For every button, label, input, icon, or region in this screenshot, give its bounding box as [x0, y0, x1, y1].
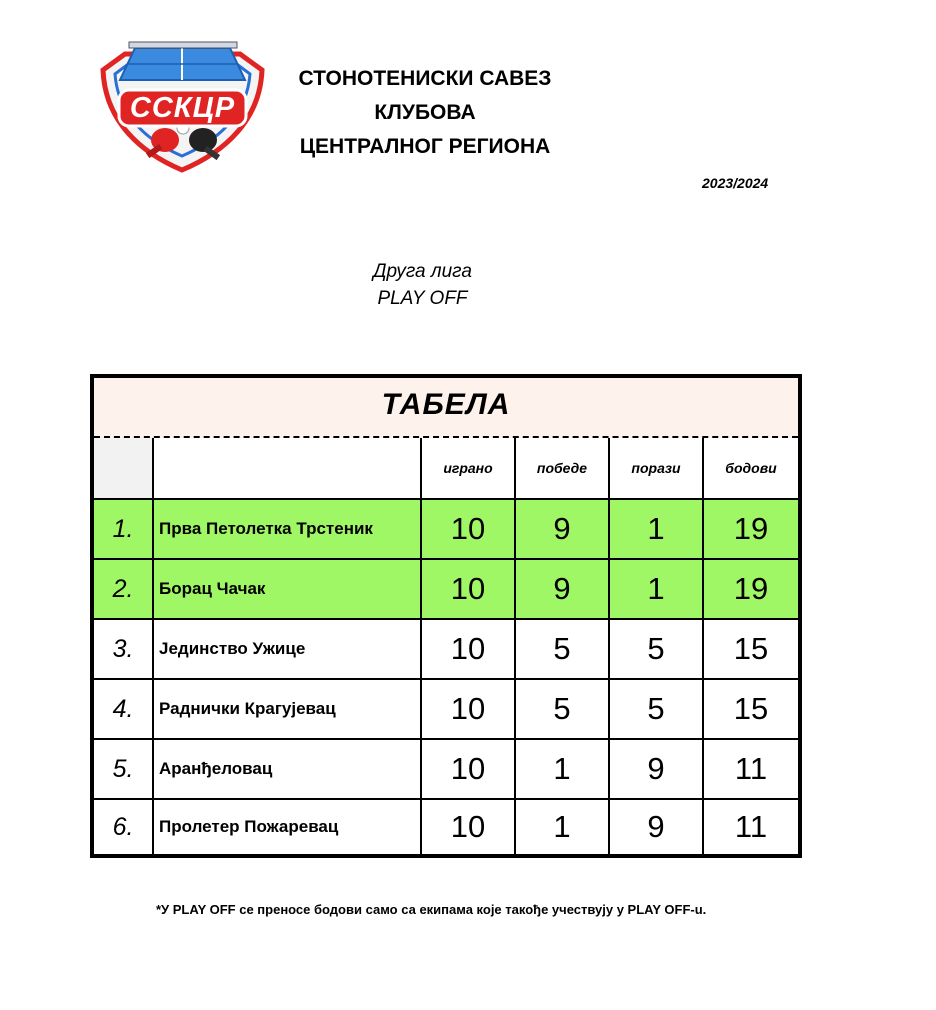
org-line-1: СТОНОТЕНИСКИ САВЕЗ: [298, 67, 552, 90]
points-cell: [704, 740, 798, 798]
rank-cell: [94, 740, 154, 798]
won-cell: [516, 740, 610, 798]
played-value: 10: [450, 809, 486, 844]
won-cell: [516, 680, 610, 738]
federation-logo: [95, 40, 270, 175]
rank-value: 5.: [112, 754, 134, 783]
team-name: Јединство Ужице: [159, 639, 306, 658]
team-cell: [154, 620, 422, 678]
rank-cell: [94, 560, 154, 618]
won-value: 1: [553, 809, 571, 844]
team-cell: [154, 500, 422, 558]
team-name: Аранђеловац: [159, 759, 273, 778]
table-row: [94, 618, 798, 678]
lost-cell: [610, 680, 704, 738]
points-cell: [704, 680, 798, 738]
table-row: [94, 678, 798, 738]
header-rank-cell: [94, 438, 154, 498]
logo-text: ССКЦР: [129, 92, 236, 124]
points-cell: [704, 560, 798, 618]
played-value: 10: [450, 631, 486, 666]
team-name: Прва Петолетка Трстеник: [159, 519, 373, 538]
lost-value: 1: [647, 511, 665, 546]
organization-title: [250, 62, 600, 164]
played-cell: [422, 500, 516, 558]
header-won: [516, 438, 610, 498]
team-name: Борац Чачак: [159, 579, 266, 598]
table-title-row: [94, 378, 798, 438]
played-cell: [422, 620, 516, 678]
lost-cell: [610, 560, 704, 618]
footnote: *У PLAY OFF се преносе бодови само са екипама које такође учествују у PLAY OFF-u.: [156, 902, 707, 917]
header-lost-label: порази: [631, 460, 681, 476]
played-value: 10: [450, 511, 486, 546]
won-value: 1: [553, 751, 571, 786]
rank-value: 3.: [112, 634, 134, 663]
played-cell: [422, 680, 516, 738]
header-points: [704, 438, 798, 498]
rank-value: 4.: [112, 694, 134, 723]
points-cell: [704, 800, 798, 854]
header-won-label: победе: [536, 460, 588, 476]
played-cell: [422, 560, 516, 618]
season-label: 2023/2024: [702, 175, 769, 191]
team-cell: [154, 740, 422, 798]
played-value: 10: [450, 751, 486, 786]
lost-cell: [610, 800, 704, 854]
league-name: Друга лига: [373, 261, 472, 282]
rank-value: 2.: [112, 574, 134, 603]
played-cell: [422, 740, 516, 798]
lost-value: 9: [647, 751, 665, 786]
won-cell: [516, 800, 610, 854]
table-row: [94, 498, 798, 558]
table-row: [94, 798, 798, 854]
won-cell: [516, 560, 610, 618]
header-team-cell: [154, 438, 422, 498]
won-value: 5: [553, 631, 571, 666]
points-cell: [704, 620, 798, 678]
team-cell: [154, 800, 422, 854]
won-cell: [516, 500, 610, 558]
points-value: 15: [733, 631, 769, 666]
points-value: 15: [733, 691, 769, 726]
team-name: Пролетер Пожаревац: [159, 817, 339, 836]
points-value: 19: [733, 511, 769, 546]
rank-cell: [94, 620, 154, 678]
won-value: 5: [553, 691, 571, 726]
points-value: 11: [734, 809, 768, 844]
team-name: Раднички Крагујевац: [159, 699, 336, 718]
lost-cell: [610, 620, 704, 678]
points-value: 19: [733, 571, 769, 606]
header-lost: [610, 438, 704, 498]
lost-value: 1: [647, 571, 665, 606]
table-row: [94, 558, 798, 618]
header-points-label: бодови: [725, 460, 777, 476]
rank-value: 1.: [112, 514, 134, 543]
points-value: 11: [734, 751, 768, 786]
points-cell: [704, 500, 798, 558]
header-played-label: играно: [443, 460, 493, 476]
played-value: 10: [450, 691, 486, 726]
org-line-3: ЦЕНТРАЛНОГ РЕГИОНА: [299, 135, 551, 158]
league-phase: PLAY OFF: [377, 288, 468, 309]
played-cell: [422, 800, 516, 854]
won-value: 9: [553, 511, 571, 546]
table-row: [94, 738, 798, 798]
won-value: 9: [553, 571, 571, 606]
lost-value: 9: [647, 809, 665, 844]
lost-cell: [610, 500, 704, 558]
table-header-row: [94, 438, 798, 498]
league-subtitle: [270, 258, 575, 312]
played-value: 10: [450, 571, 486, 606]
standings-table: [90, 374, 802, 858]
team-cell: [154, 560, 422, 618]
rank-cell: [94, 680, 154, 738]
table-title: ТАБЕЛА: [381, 388, 511, 421]
rank-cell: [94, 800, 154, 854]
lost-cell: [610, 740, 704, 798]
rank-value: 6.: [112, 812, 134, 841]
lost-value: 5: [647, 691, 665, 726]
header-played: [422, 438, 516, 498]
team-cell: [154, 680, 422, 738]
lost-value: 5: [647, 631, 665, 666]
won-cell: [516, 620, 610, 678]
rank-cell: [94, 500, 154, 558]
org-line-2: КЛУБОВА: [374, 101, 476, 124]
